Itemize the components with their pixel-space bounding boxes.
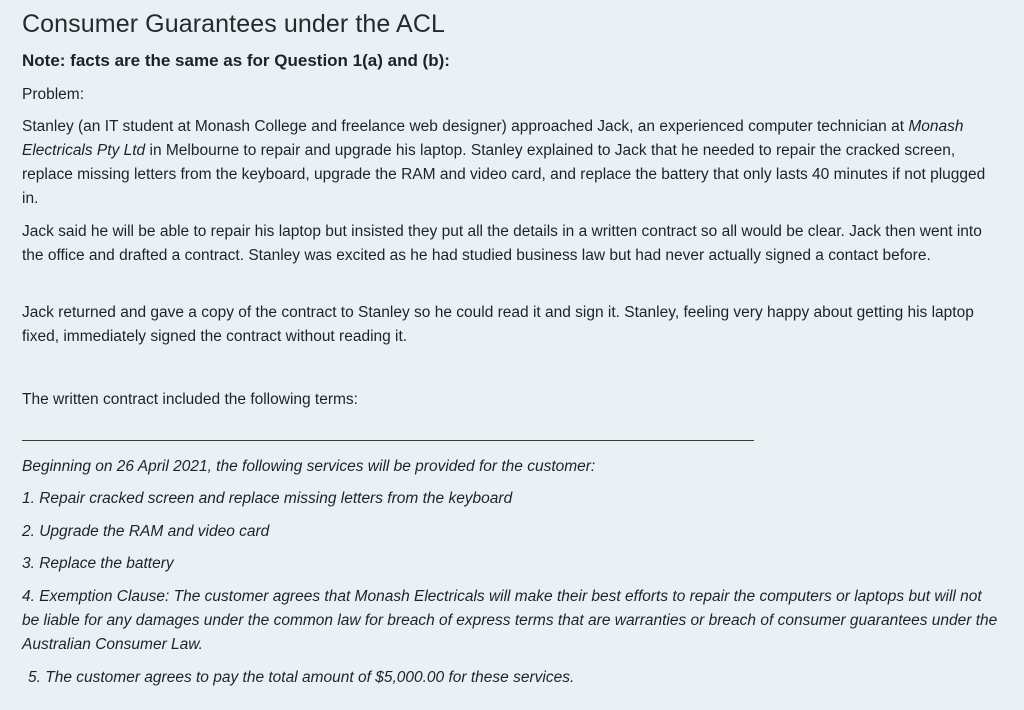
company-name: Monash Electricals Pty Ltd (22, 118, 964, 159)
page-title: Consumer Guarantees under the ACL (22, 10, 445, 38)
facts-paragraph-1-before: Stanley (an IT student at Monash College and freelance web designer) approached Jack, an experienced computer technician at (22, 118, 909, 135)
divider-line (22, 440, 754, 441)
note-heading: Note: facts are the same as for Question 1(a) and (b): (22, 51, 450, 70)
contract-opening: Beginning on 26 April 2021, the following services will be provided for the customer: (22, 458, 596, 475)
facts-paragraph-2: Jack said he will be able to repair his laptop but insisted they put all the details in a written contract so all would be clear. Jack then went into the office and drafted a contract. Stanley was excited as he had studied business law but had never actually signed a contact before. (22, 223, 982, 264)
contract-term-3: 3. Replace the battery (22, 555, 174, 572)
facts-paragraph-1 (22, 115, 997, 211)
problem-label: Problem: (22, 86, 85, 103)
facts-paragraph-1-after: in Melbourne to repair and upgrade his laptop. Stanley explained to Jack that he needed to repair the cracked screen, replace missing letters from the keyboard, upgrade the RAM and video card, and replace the battery that only lasts 40 minutes if not plugged in. (22, 142, 986, 207)
contract-term-5: 5. The customer agrees to pay the total amount of $5,000.00 for these services. (28, 669, 575, 686)
contract-term-1: 1. Repair cracked screen and replace missing letters from the keyboard (22, 490, 513, 507)
contract-term-4-exemption-clause: 4. Exemption Clause: The customer agrees that Monash Electricals will make their best efforts to repair the computers or laptops but will not be liable for any damages under the common law for breach of express terms that are warranties or breach of consumer guarantees under the Australian Consumer Law. (22, 588, 998, 653)
contract-term-2: 2. Upgrade the RAM and video card (22, 523, 270, 540)
terms-intro: The written contract included the following terms: (22, 391, 358, 408)
facts-paragraph-3: Jack returned and gave a copy of the contract to Stanley so he could read it and sign it. Stanley, feeling very happy about getting his laptop fixed, immediately signed the contract without reading it. (22, 304, 974, 345)
